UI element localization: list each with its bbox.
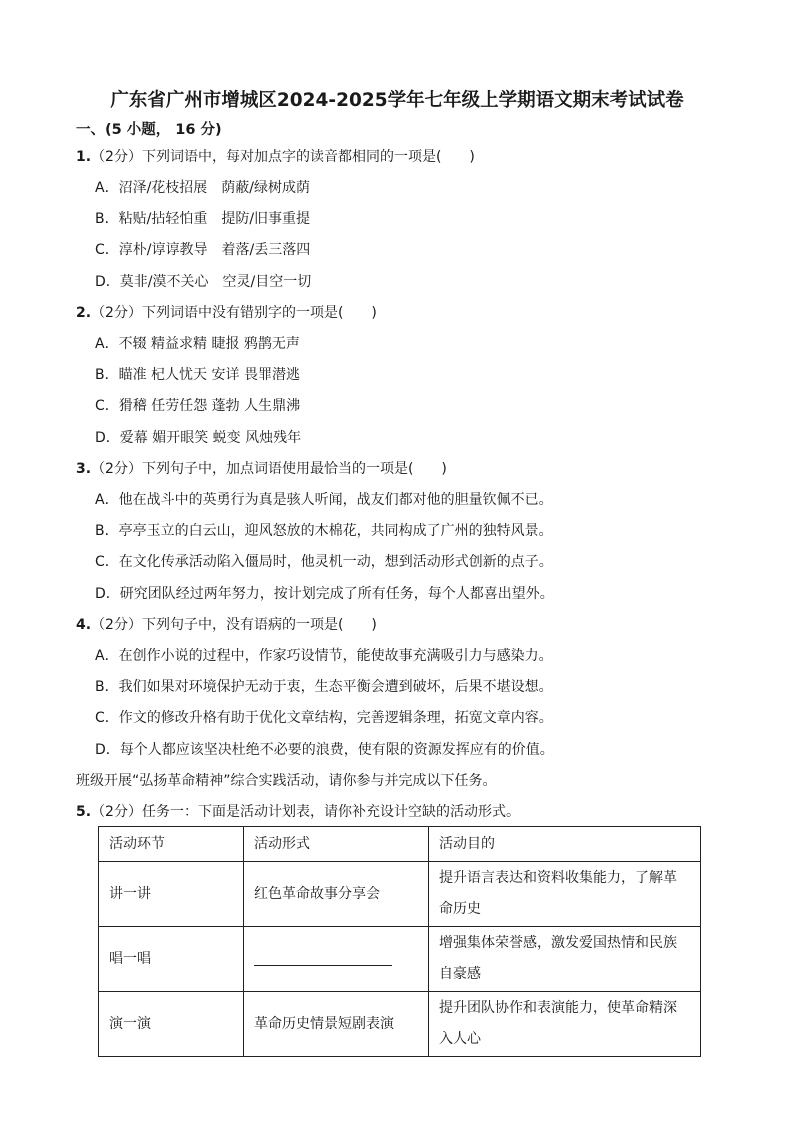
question-4-stem (76, 616, 377, 634)
question-1-option-d: D．莫非/漠不关心 空灵/目空一切 (95, 274, 312, 290)
table-row (99, 992, 701, 1057)
question-2-option-c: C．猾稽 任劳任怨 蓬勃 人生鼎沸 (95, 398, 301, 414)
answer-blank-line[interactable] (254, 951, 392, 966)
question-5-stem (76, 803, 520, 821)
stage-cell: 演一演 (99, 992, 244, 1057)
question-4-option-b: B．我们如果对环境保护无动于衷，生态平衡会遭到破坏，后果不堪设想。 (95, 679, 553, 695)
question-2-stem (76, 304, 377, 322)
stage-cell: 唱一唱 (99, 927, 244, 992)
question-2-option-b: B．瞄准 杞人忧天 安详 畏罪潜逃 (95, 367, 300, 383)
column-header: 活动目的 (429, 827, 701, 862)
question-1-option-c: C．淳朴/谆谆教导 着落/丢三落四 (95, 242, 311, 258)
section-heading: 一、(5 小题， 16 分) (76, 122, 222, 138)
question-number: 1. (76, 149, 92, 165)
question-1-option-b: B．粘贴/拈轻怕重 提防/旧事重提 (95, 211, 311, 227)
question-text: （2分）下列句子中，没有语病的一项是( ) (91, 617, 377, 633)
question-number: 5. (76, 804, 92, 820)
goal-cell: 增强集体荣誉感，激发爱国热情和民族自豪感 (429, 927, 701, 992)
question-2-option-a: A．不辍 精益求精 睫报 鸦鹊无声 (95, 336, 300, 352)
question-1-option-a: A．沼泽/花枝招展 荫蔽/绿树成荫 (95, 180, 311, 196)
table-header-row (99, 827, 701, 862)
question-text: （2分）下列句子中，加点词语使用最恰当的一项是( ) (91, 461, 447, 477)
question-number: 4. (76, 617, 92, 633)
question-text: （2分）下列词语中没有错别字的一项是( ) (91, 305, 377, 321)
table-row (99, 862, 701, 927)
question-number: 3. (76, 461, 92, 477)
question-text: （2分）任务一：下面是活动计划表，请你补充设计空缺的活动形式。 (91, 804, 520, 820)
question-3-option-d: D．研究团队经过两年努力，按计划完成了所有任务，每个人都喜出望外。 (95, 586, 554, 602)
question-3-option-b: B．亭亭玉立的白云山，迎风怒放的木棉花，共同构成了广州的独特风景。 (95, 523, 553, 539)
question-4-option-d: D．每个人都应该坚决杜绝不必要的浪费，使有限的资源发挥应有的价值。 (95, 742, 554, 758)
form-cell-blank[interactable] (244, 927, 429, 992)
question-number: 2. (76, 305, 92, 321)
question-1-stem (76, 148, 475, 166)
column-header: 活动形式 (244, 827, 429, 862)
activity-plan-table (98, 826, 701, 1057)
stage-cell: 讲一讲 (99, 862, 244, 927)
activity-intro: 班级开展“弘扬革命精神”综合实践活动，请你参与并完成以下任务。 (76, 773, 497, 789)
table-row (99, 927, 701, 992)
question-2-option-d: D．爱幕 媚开眼笑 蜕变 风烛残年 (95, 430, 302, 446)
exam-title: 广东省广州市增城区2024-2025学年七年级上学期语文期末考试试卷 (110, 90, 684, 111)
question-3-option-a: A．他在战斗中的英勇行为真是骇人听闻，战友们都对他的胆量钦佩不已。 (95, 492, 553, 508)
form-cell: 革命历史情景短剧表演 (244, 992, 429, 1057)
question-4-option-a: A．在创作小说的过程中，作家巧设情节，能使故事充满吸引力与感染力。 (95, 648, 553, 664)
question-3-option-c: C．在文化传承活动陷入僵局时，他灵机一动，想到活动形式创新的点子。 (95, 554, 553, 570)
question-4-option-c: C．作文的修改升格有助于优化文章结构，完善逻辑条理，拓宽文章内容。 (95, 710, 553, 726)
goal-cell: 提升语言表达和资料收集能力，了解革命历史 (429, 862, 701, 927)
goal-cell: 提升团队协作和表演能力，使革命精深入人心 (429, 992, 701, 1057)
form-cell: 红色革命故事分享会 (244, 862, 429, 927)
question-text: （2分）下列词语中，每对加点字的读音都相同的一项是( ) (91, 149, 475, 165)
question-3-stem (76, 460, 447, 478)
column-header: 活动环节 (99, 827, 244, 862)
